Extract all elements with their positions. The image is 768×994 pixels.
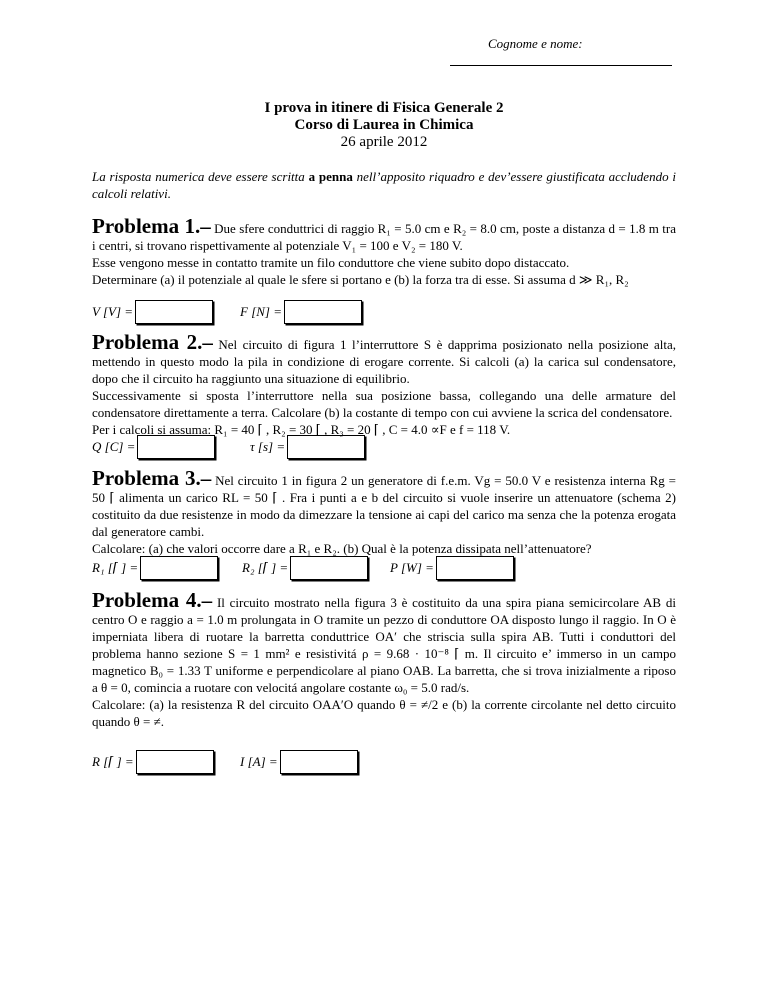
problem-2 [92,330,677,438]
answer-label: P [W] = [390,560,434,575]
problem-1-text-2: Esse vengono messe in contatto tramite un filo conduttore che viene subito dopo distaccato. [92,255,570,270]
problem-1-text-1: Due sfere conduttrici di raggio R₁ = 5.0 cm e R₂ = 8.0 cm, poste a distanza d = 1.8 m tra i centri, si trovano rispettivamente al potenziale V₁ = 100 e V₂ = 180 V. [92,221,677,253]
problem-1-heading: Problema 1.– [92,214,211,238]
answer-box[interactable] [137,435,215,459]
answer-box[interactable] [284,300,362,324]
problem-3-text-2: Calcolare: (a) che valori occorre dare a R₁ e R₂. (b) Qual è la potenza dissipata nell’attenuatore? [92,541,592,556]
instructions-text-1: La risposta numerica deve essere scritta [92,169,309,184]
answer-box[interactable] [140,556,218,580]
problem-2-text-1: Nel circuito di figura 1 l’interruttore S è dapprima posizionato nella posizione alta, mettendo in questo modo la pila in condizione di erogare corrente. Si calcoli (a) la carica sul condensatore, dopo che il circuito ha raggiunto una situazione di equilibrio. [92,337,677,386]
answer-label: V [V] = [92,304,134,319]
problem-4-text-1: Il circuito mostrato nella figura 3 è costituito da una spira piana semicircolare AB di centro O e raggio a = 1.0 m prolungata in O tramite un pezzo di conduttore OA disposto lungo il raggio. In O è imperniata libera di ruotare la barretta conduttrice OA′ che striscia sulla spira AB. Tutti i conduttori del problema hanno sezione S = 1 mm² e resistivitá ρ = 9.68 · 10⁻⁸ ⌈ m. Il circuito e’ immerso in un campo magnetico B₀ = 1.33 T uniforme e perpendicolare al piano OAB. La barretta, che si trova inizialmente a riposo a θ = 0, comincia a ruotare con velocitá angolare costante ω₀ = 5.0 rad/s. [92,595,677,695]
instructions-bold: a penna [308,169,353,184]
answer-box[interactable] [280,750,358,774]
answer-label: τ [s] = [250,439,286,454]
exam-date: 26 aprile 2012 [340,134,428,150]
problem-4-heading: Problema 4.– [92,588,213,612]
problem-3-text-1: Nel circuito 1 in figura 2 un generatore di f.e.m. Vg = 50.0 V e resistenza interna Rg = 50 ⌈ alimenta un carico RL = 50 ⌈ . Fra i punti a e b del circuito si vuole inserire un attenuatore (schema 2) costituito da due resistenze in modo da dimezzare la tensione ai capi del carico ma senza che la potenza erogata dal generatore cambi. [92,473,676,539]
problem-3 [92,466,676,557]
answer-box[interactable] [287,435,365,459]
name-field-line[interactable] [450,65,672,66]
answer-label: R₁ [⌈ ] = [92,560,139,575]
title-line-2: Corso di Laurea in Chimica [294,117,474,133]
exam-title [0,100,768,151]
problem-4 [92,588,677,730]
problem-2-heading: Problema 2.– [92,330,213,354]
name-label: Cognome e nome: [488,36,583,51]
problem-1-text-3: Determinare (a) il potenziale al quale le sfere si portano e (b) la forza tra di esse. Si assuma d ≫ R₁, R₂ [92,272,629,287]
answer-label: Q [C] = [92,439,136,454]
answer-label: R₂ [⌈ ] = [242,560,289,575]
answer-label: F [N] = [240,304,283,319]
answer-box[interactable] [135,300,213,324]
instructions-text-2: nell’apposito riquadro e dev’essere giustificata accludendo i calcoli relativi. [92,169,676,201]
problem-2-text-3: Per i calcoli si assuma: R₁ = 40 ⌈ , R₂ = 30 ⌈ , R₃ = 20 ⌈ , C = 4.0 ∝F e f = 118 V. [92,422,511,437]
answer-label: R [⌈ ] = [92,754,134,769]
title-line-1: I prova in itinere di Fisica Generale 2 [264,100,504,116]
problem-1 [92,214,677,288]
answer-box[interactable] [436,556,514,580]
problem-2-text-2: Successivamente si sposta l’interruttore nella sua posizione bassa, collegando una delle armature del condensatore direttamente a terra. Calcolare (b) la costante di tempo con cui avviene la scrica del condensatore. [92,388,676,420]
answer-box[interactable] [290,556,368,580]
problem-3-heading: Problema 3.– [92,466,212,490]
answer-box[interactable] [136,750,214,774]
instructions [92,168,676,202]
answer-label: I [A] = [240,754,278,769]
problem-4-text-2: Calcolare: (a) la resistenza R del circuito OAA′O quando θ = ≠/2 e (b) la corrente circolante nel detto circuito quando θ = ≠. [92,697,676,729]
